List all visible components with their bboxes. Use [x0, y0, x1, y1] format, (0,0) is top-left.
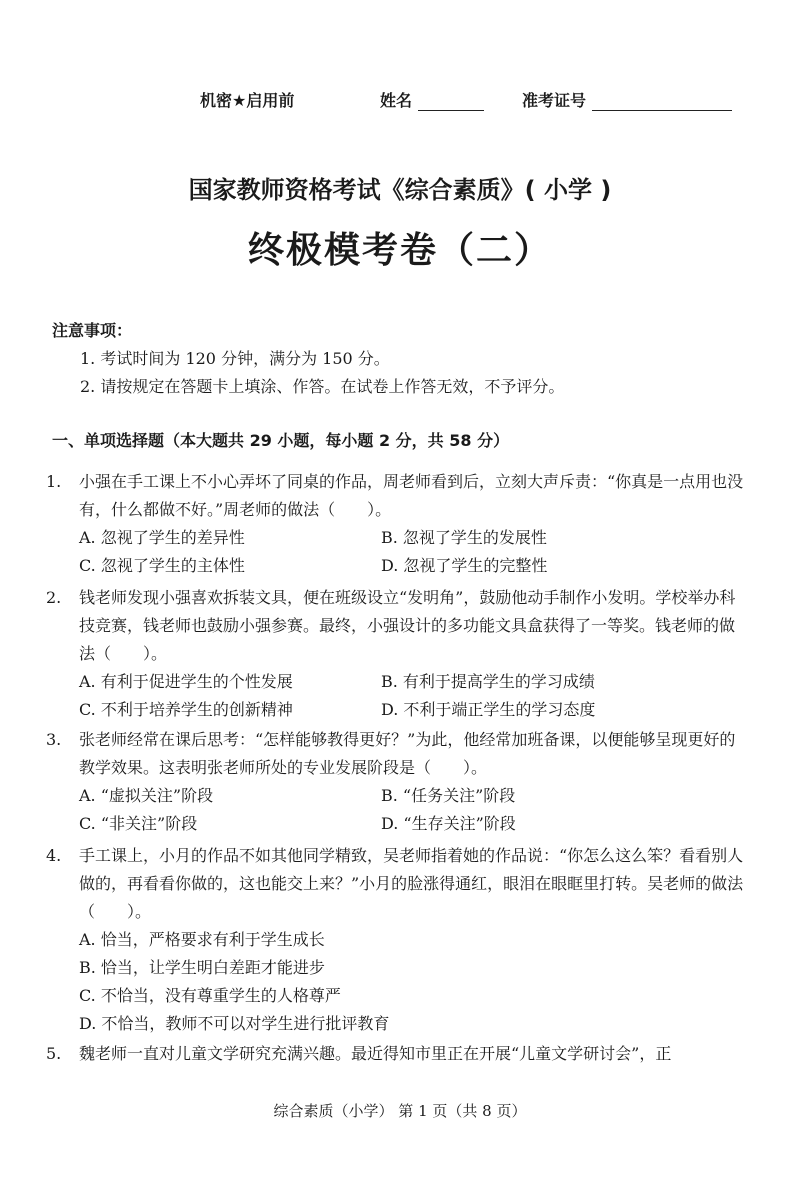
option-d: D. 忽视了学生的完整性 — [381, 556, 548, 575]
question-options — [79, 926, 746, 1038]
notes-heading: 注意事项： — [52, 321, 133, 340]
question-number: 5. — [46, 1044, 62, 1063]
question-4 — [46, 842, 746, 1038]
question-1 — [46, 468, 746, 580]
question-number: 3. — [46, 730, 62, 749]
ticket-field — [522, 88, 732, 111]
option-b: B. “任务关注”阶段 — [381, 786, 516, 805]
option-c: C. 不恰当，没有尊重学生的人格尊严 — [79, 986, 341, 1005]
option-b: B. 有利于提高学生的学习成绩 — [381, 672, 595, 691]
option-d: D. 不利于端正学生的学习态度 — [381, 700, 596, 719]
option-a: A. “虚拟关注”阶段 — [79, 786, 214, 805]
name-label: 姓名 — [380, 91, 413, 110]
option-d: D. “生存关注”阶段 — [381, 814, 516, 833]
question-5 — [46, 1040, 746, 1068]
exam-title: 国家教师资格考试《综合素质》( 小学 ) — [188, 176, 612, 204]
name-blank — [418, 92, 484, 111]
question-number: 2. — [46, 588, 62, 607]
exam-subtitle: 终极模考卷（二） — [247, 230, 552, 271]
option-d: D. 不恰当，教师不可以对学生进行批评教育 — [79, 1014, 390, 1033]
ticket-blank — [592, 92, 732, 111]
ticket-label: 准考证号 — [522, 91, 587, 110]
question-options — [79, 524, 746, 580]
option-a: A. 恰当，严格要求有利于学生成长 — [79, 930, 325, 949]
option-c: C. 不利于培养学生的创新精神 — [79, 700, 293, 719]
question-number: 1. — [46, 472, 62, 491]
option-c: C. 忽视了学生的主体性 — [79, 556, 245, 575]
question-3 — [46, 726, 746, 838]
question-2 — [46, 584, 746, 724]
name-field — [380, 88, 484, 111]
question-options — [79, 668, 746, 724]
question-options — [79, 782, 746, 838]
question-stem: 手工课上，小月的作品不如其他同学精致，吴老师指着她的作品说：“你怎么这么笨？看看别人做的，再看看你做的，这也能交上来？”小月的脸涨得通红，眼泪在眼眶里打转。吴老师的做法（ ）。 — [79, 846, 744, 921]
question-number: 4. — [46, 846, 62, 865]
option-a: A. 忽视了学生的差异性 — [79, 528, 245, 547]
option-b: B. 忽视了学生的发展性 — [381, 528, 547, 547]
question-stem: 钱老师发现小强喜欢拆装文具，便在班级设立“发明角”，鼓励他动手制作小发明。学校举办科技竞赛，钱老师也鼓励小强参赛。最终，小强设计的多功能文具盒获得了一等奖。钱老师的做法（ ）。 — [79, 588, 736, 663]
question-stem: 魏老师一直对儿童文学研究充满兴趣。最近得知市里正在开展“儿童文学研讨会”，正 — [79, 1044, 672, 1063]
section-heading: 一、单项选择题（本大题共 29 小题，每小题 2 分，共 58 分） — [52, 431, 510, 450]
confidential-label: 机密★启用前 — [200, 91, 295, 110]
note-item: 2. 请按规定在答题卡上填涂、作答。在试卷上作答无效，不予评分。 — [80, 377, 565, 396]
option-a: A. 有利于促进学生的个性发展 — [79, 672, 293, 691]
question-stem: 张老师经常在课后思考：“怎样能够教得更好？”为此，他经常加班备课，以便能够呈现更好的教学效果。这表明张老师所处的专业发展阶段是（ ）。 — [79, 730, 736, 777]
page-footer: 综合素质（小学） 第 1 页（共 8 页） — [273, 1102, 527, 1120]
option-c: C. “非关注”阶段 — [79, 814, 198, 833]
note-item: 1. 考试时间为 120 分钟，满分为 150 分。 — [80, 349, 390, 368]
option-b: B. 恰当，让学生明白差距才能进步 — [79, 958, 325, 977]
exam-header — [200, 88, 760, 112]
question-stem: 小强在手工课上不小心弄坏了同桌的作品，周老师看到后，立刻大声斥责：“你真是一点用也没有，什么都做不好。”周老师的做法（ ）。 — [79, 472, 744, 519]
